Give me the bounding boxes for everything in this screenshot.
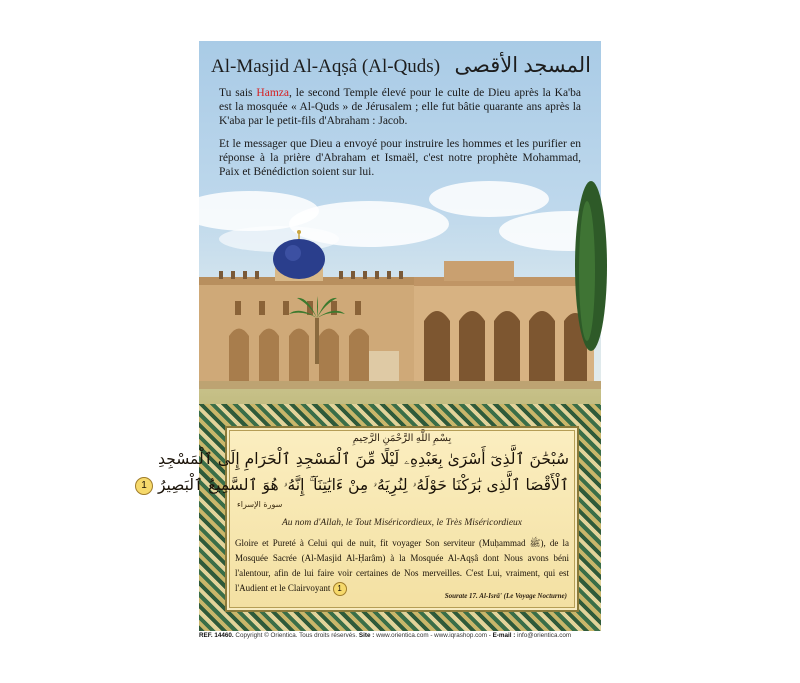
footer-credits: REF. 14460. Copyright © Orientica. Tous droits réservés. Site : www.orientica.com - www.iqrashop.com - E-mail : info@orientica.com bbox=[199, 632, 572, 639]
bismillah: بِسْمِ اللَّهِ الرَّحْمَنِ الرَّحِيمِ bbox=[352, 433, 452, 444]
reference-number: REF. 14460. bbox=[199, 632, 234, 639]
ornamental-frame bbox=[141, 404, 601, 631]
intro-text bbox=[219, 86, 581, 188]
email-address: info@orientica.com bbox=[515, 632, 572, 639]
quran-panel bbox=[141, 426, 579, 612]
palm-tree bbox=[289, 296, 345, 366]
cypress-tree bbox=[571, 181, 601, 351]
title-latin: Al-Masjid Al-Aqṣâ (Al-Quds) bbox=[211, 56, 441, 77]
french-basmala: Au nom d'Allah, le Tout Miséricordieux, le Très Miséricordieux bbox=[281, 518, 523, 528]
mosque-illustration bbox=[199, 241, 601, 401]
highlighted-name: Hamza bbox=[256, 87, 289, 99]
intro-paragraph-2: Et le messager que Dieu a envoyé pour instruire les hommes et les purifier en réponse à la prière d'Abraham et Ismaël, c'est notre prophète Mohammad, Paix et Bénédiction soient sur lui. bbox=[219, 138, 581, 178]
page-title bbox=[211, 53, 591, 78]
french-verse-number-badge: 1 bbox=[333, 582, 347, 596]
verse-line-1: سُبْحَٰنَ ٱلَّذِىٓ أَسْرَىٰ بِعَبْدِهِۦ لَيْلًا مِّنَ ٱلْمَسْجِدِ ٱلْحَرَامِ إِلَى ٱلْمَسْجِدِ bbox=[158, 450, 569, 468]
verse-line-2: ٱلْأَقْصَا ٱلَّذِى بَٰرَكْنَا حَوْلَهُۥ لِنُرِيَهُۥ مِنْ ءَايَٰتِنَآ ۚ إِنَّهُۥ هُوَ ٱلسَّمِيعُ ٱلْبَصِيرُ 1 bbox=[235, 476, 569, 495]
title-arabic: المسجد الأقصى bbox=[454, 53, 591, 77]
french-translation: Gloire et Pureté à Celui qui de nuit, fit voyager Son serviteur (Muḥammad ﷺ), de la Mosquée Sacrée (Al-Masjid Al-Ḥarâm) à la Mosquée Al-Aqṣâ dont Nous avons béni l'alentour, afin de lui faire voir certaines de Nos merveilles. C'est Lui, vraiment, qui est l'Audient et le Clairvoyant 1 bbox=[235, 536, 569, 596]
site-links: www.orientica.com - www.iqrashop.com - bbox=[374, 632, 493, 639]
verse-number-badge: 1 bbox=[135, 477, 153, 495]
intro-paragraph-1: Tu sais Hamza, le second Temple élevé pour le culte de Dieu après la Ka'ba est la mosquée « Al-Quds » de Jérusalem ; elle fut bâtie quarante ans après la K'aba par le petit-fils d'Abraham : Jacob. bbox=[219, 87, 581, 127]
surah-name-arabic: سورة الإسراء bbox=[237, 500, 283, 509]
surah-reference: Sourate 17. Al-Isrâ' (Le Voyage Nocturne) bbox=[444, 592, 567, 600]
poster bbox=[141, 41, 601, 643]
